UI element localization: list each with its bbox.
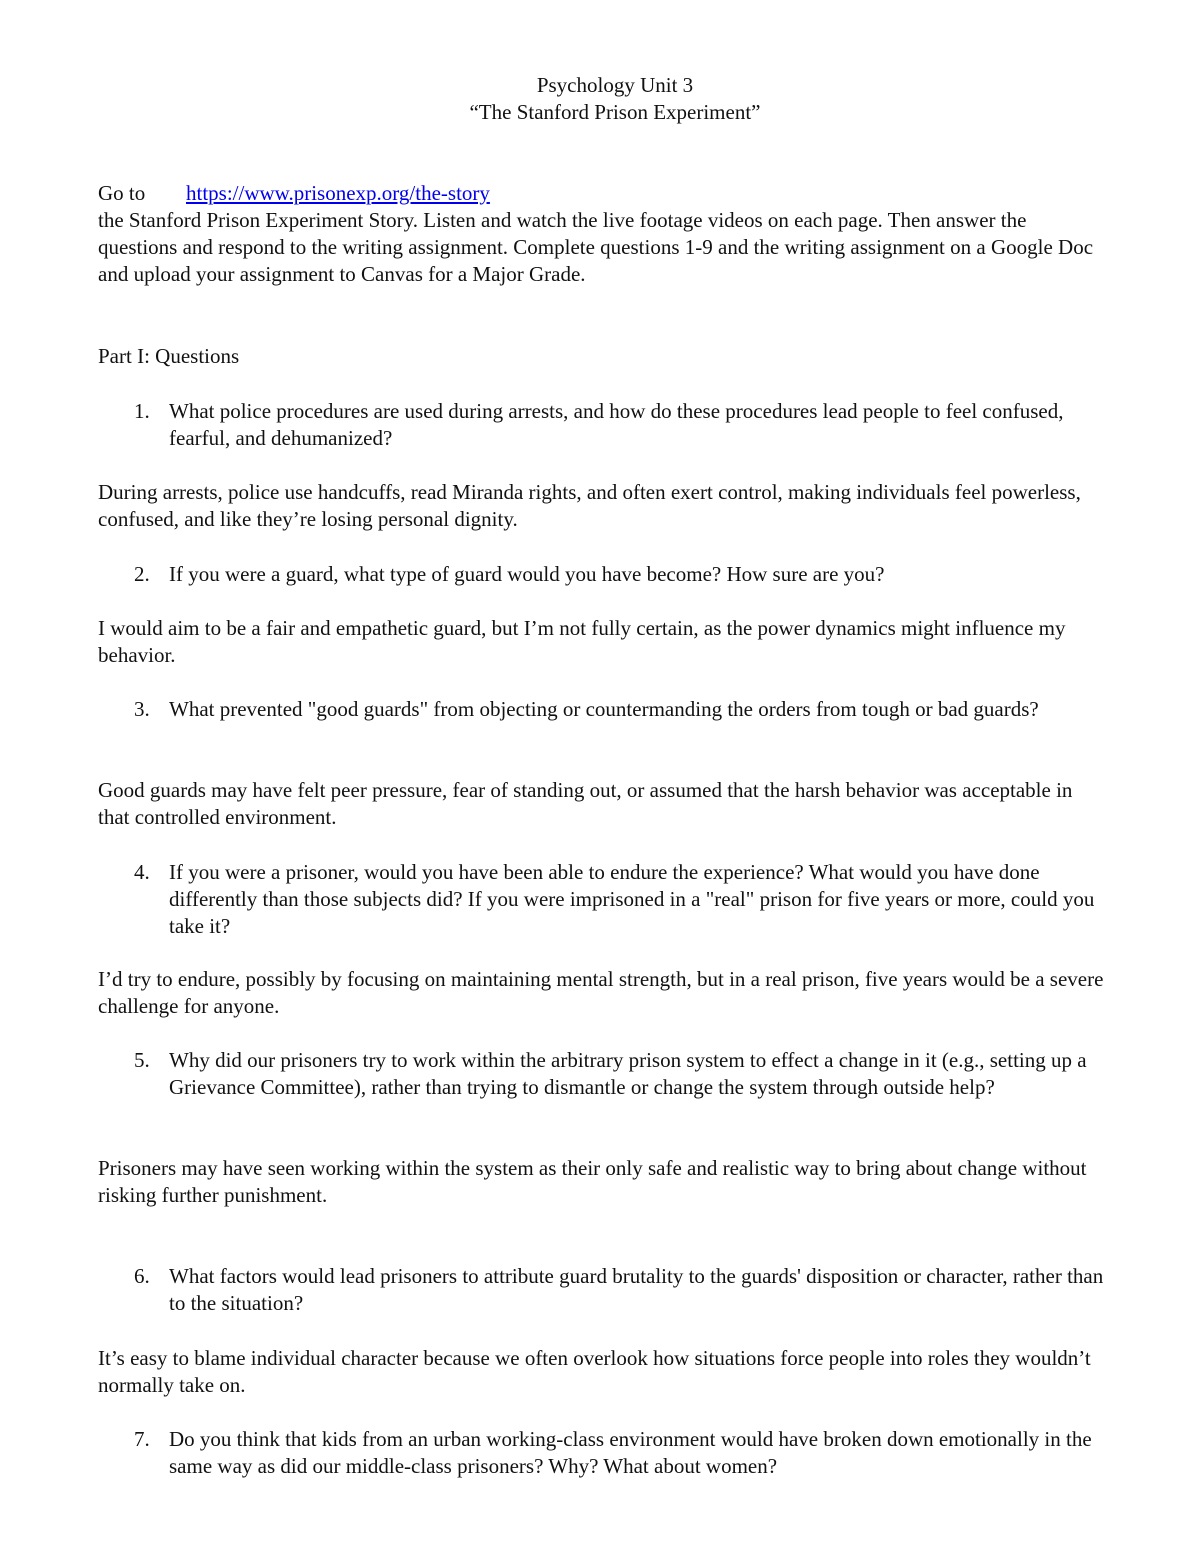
instructions-paragraph: the Stanford Prison Experiment Story. Listen and watch the live footage videos on each page. Then answer the questions and respond to the writing assignment. Complete questions 1-9 and the writing assignment on a Google Doc and upload your assignment to Canvas for a Major Grade. — [98, 208, 1094, 286]
question-6 — [134, 1263, 1114, 1317]
question-number: 2. — [134, 562, 150, 586]
answer-6: It’s easy to blame individual character because we often overlook how situations force people into roles they wouldn’t normally take on. — [98, 1346, 1091, 1397]
go-to-line — [98, 180, 490, 207]
answer-4: I’d try to endure, possibly by focusing on maintaining mental strength, but in a real prison, five years would be a severe challenge for anyone. — [98, 967, 1104, 1018]
question-text: What factors would lead prisoners to attribute guard brutality to the guards' disposition or character, rather than to the situation? — [169, 1264, 1104, 1315]
question-number: 1. — [134, 399, 150, 423]
question-4 — [134, 859, 1114, 940]
document-title — [0, 72, 1200, 126]
go-to-label: Go to — [98, 181, 146, 205]
part1-heading: Part I: Questions — [98, 344, 240, 368]
answer-3: Good guards may have felt peer pressure, fear of standing out, or assumed that the harsh behavior was acceptable in that controlled environment. — [98, 778, 1073, 829]
question-number: 3. — [134, 697, 150, 721]
question-3 — [134, 696, 1114, 723]
question-number: 4. — [134, 860, 150, 884]
question-number: 7. — [134, 1427, 150, 1451]
answer-2: I would aim to be a fair and empathetic guard, but I’m not fully certain, as the power dynamics might influence my behavior. — [98, 616, 1066, 667]
answer-5: Prisoners may have seen working within the system as their only safe and realistic way to bring about change without risking further punishment. — [98, 1156, 1087, 1207]
question-text: Do you think that kids from an urban working-class environment would have broken down emotionally in the same way as did our middle-class prisoners? Why? What about women? — [169, 1427, 1092, 1478]
question-text: What prevented "good guards" from objecting or countermanding the orders from tough or bad guards? — [169, 697, 1039, 721]
question-7 — [134, 1426, 1114, 1480]
answer-1: During arrests, police use handcuffs, read Miranda rights, and often exert control, making individuals feel powerless, confused, and like they’re losing personal dignity. — [98, 480, 1081, 531]
title-line-1: Psychology Unit 3 — [536, 73, 694, 97]
question-2 — [134, 561, 1114, 588]
question-text: If you were a guard, what type of guard would you have become? How sure are you? — [169, 562, 885, 586]
question-5 — [134, 1047, 1114, 1101]
question-number: 6. — [134, 1264, 150, 1288]
question-text: Why did our prisoners try to work within the arbitrary prison system to effect a change in it (e.g., setting up a Grievance Committee), rather than trying to dismantle or change the system through outside help? — [169, 1048, 1087, 1099]
question-1 — [134, 398, 1114, 452]
question-text: If you were a prisoner, would you have been able to endure the experience? What would you have done differently than those subjects did? If you were imprisoned in a "real" prison for five years or more, could you take it? — [169, 860, 1095, 938]
question-text: What police procedures are used during arrests, and how do these procedures lead people to feel confused, fearful, and dehumanized? — [169, 399, 1064, 450]
question-number: 5. — [134, 1048, 150, 1072]
story-link[interactable]: https://www.prisonexp.org/the-story — [186, 181, 490, 205]
title-line-2: “The Stanford Prison Experiment” — [469, 100, 761, 124]
